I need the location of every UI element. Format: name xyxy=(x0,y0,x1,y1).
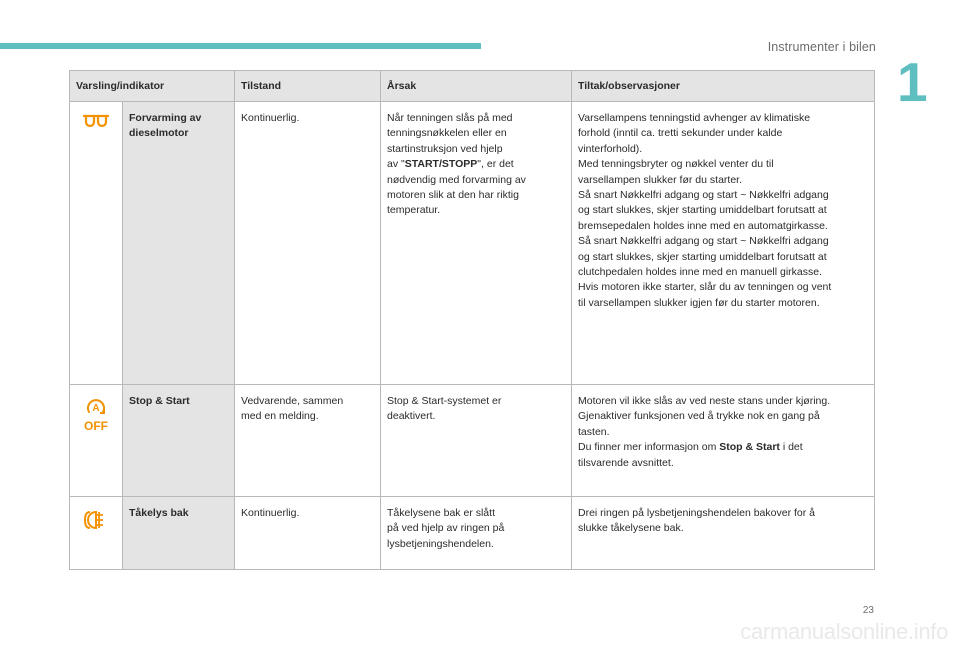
indicator-name: Tåkelys bak xyxy=(123,497,235,570)
indicator-icon-cell xyxy=(70,102,123,385)
indicator-icon-cell xyxy=(70,385,123,497)
column-header: Tilstand xyxy=(235,71,381,102)
preheating-coil-icon xyxy=(82,114,110,130)
start-stopp-keyword: START/STOPP xyxy=(404,158,478,171)
off-label: OFF xyxy=(84,419,108,433)
column-header: Årsak xyxy=(381,71,572,102)
indicator-name: Stop & Start xyxy=(123,385,235,497)
table-row xyxy=(70,102,875,385)
table-row xyxy=(70,385,875,497)
column-header: Tiltak/observasjoner xyxy=(572,71,875,102)
stop-start-keyword: Stop & Start xyxy=(719,441,780,454)
table-header-row xyxy=(70,71,875,102)
action-cell: Motoren vil ikke slås av ved neste stans under kjøring. Gjenaktiver funksjonen ved å trykke nok en gang på tasten. Du finner mer informasjon om Stop & Start i det tilsvarende avsnittet. xyxy=(572,385,875,497)
warning-lights-table xyxy=(69,70,875,570)
condition-cell: Vedvarende, sammen med en melding. xyxy=(235,385,381,497)
condition-cell: Kontinuerlig. xyxy=(235,497,381,570)
column-header: Varsling/indikator xyxy=(70,71,235,102)
indicator-icon-cell xyxy=(70,497,123,570)
action-cell: Drei ringen på lysbetjeningshendelen bakover for å slukke tåkelysene bak. xyxy=(572,497,875,570)
rear-fog-light-icon xyxy=(81,509,111,531)
cause-cell: Tåkelysene bak er slått på ved hjelp av ringen på lysbetjeningshendelen. xyxy=(381,497,572,570)
cause-cell: Stop & Start-systemet er deaktivert. xyxy=(381,385,572,497)
condition-cell: Kontinuerlig. xyxy=(235,102,381,385)
table-row xyxy=(70,497,875,570)
cause-cell: Når tenningen slås på med tenningsnøkkelen eller en startinstruksjon ved hjelp av "START/STOPP", er det nødvendig med forvarming av motoren slik at den har riktig temperatur. xyxy=(381,102,572,385)
stop-start-off-icon xyxy=(79,397,113,433)
svg-text:A: A xyxy=(92,403,100,414)
watermark: carmanualsonline.info xyxy=(740,619,948,644)
chapter-number: 1 xyxy=(897,51,928,113)
indicator-name: Forvarming av dieselmotor xyxy=(123,102,235,385)
action-cell: Varsellampens tenningstid avhenger av klimatiske forhold (inntil ca. tretti sekunder under kalde vinterforhold). Med tenningsbryter og nøkkel venter du til varsellampen slukker før du starter. Så snart Nøkkelfri adgang og start ~ Nøkkelfri adgang og start slukkes, skjer starting umiddelbart forutsatt at bremsepedalen holdes inne med en automatgirkasse. Så snart Nøkkelfri adgang og start ~ Nøkkelfri adgang og start slukkes, skjer starting umiddelbart forutsatt at clutchpedalen holdes inne med en manuell girkasse. Hvis motoren ikke starter, slår du av tenningen og vent til varsellampen slukker igjen før du starter motoren. xyxy=(572,102,875,385)
section-title: Instrumenter i bilen xyxy=(767,40,876,54)
page-number: 23 xyxy=(862,605,874,616)
accent-bar xyxy=(0,43,481,49)
